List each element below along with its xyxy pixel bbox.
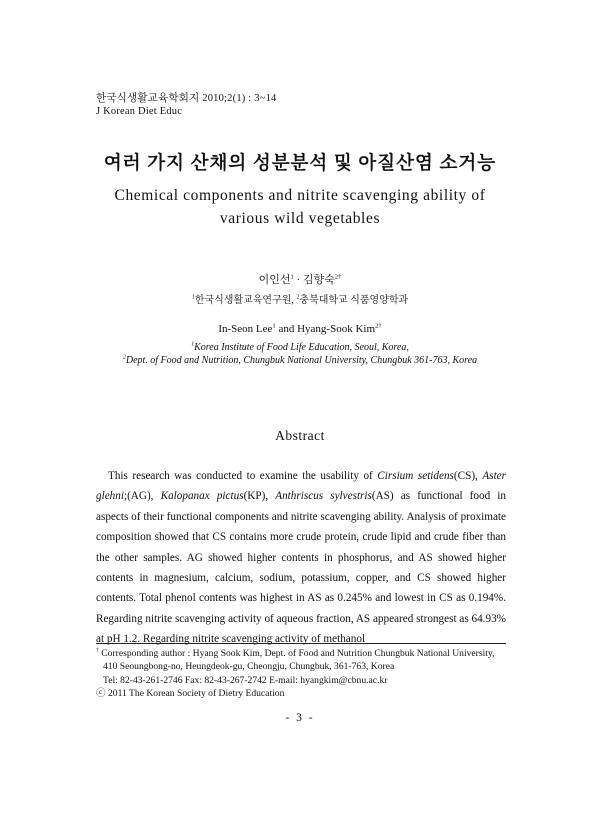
journal-citation-korean: 한국식생활교육학회지 2010;2(1) : 3~14: [96, 93, 277, 104]
dagger-mark: †: [96, 647, 99, 654]
english-author-2: Hyang-Sook Kim: [297, 323, 376, 335]
species-name: Anthriscus sylvestris: [275, 490, 372, 503]
author-1-affil-mark: 1: [290, 273, 294, 281]
abstract-text: This research was conducted to examine the usability of: [108, 470, 378, 482]
korean-title: 여러 가지 산채의 성분분석 및 아질산염 소거능: [103, 154, 497, 174]
page-number: - 3 -: [285, 712, 315, 724]
abstract-text: ;(AG),: [123, 490, 161, 503]
korean-affiliations: [0, 291, 600, 306]
affil-mark-1: 1: [191, 294, 195, 301]
copyright-line: ⓒ 2011 The Korean Society of Dietry Education: [96, 688, 285, 700]
journal-citation: [96, 92, 276, 118]
footnote: [96, 647, 508, 701]
footnote-line-1: [96, 647, 508, 660]
english-title-line-1: Chemical components and nitrite scavenging ability of: [114, 187, 486, 204]
english-affiliation-1-line: [0, 342, 600, 353]
species-name: Kalopanax pictus: [160, 490, 244, 503]
english-affiliation-1: Korea Institute of Food Life Education, Seoul, Korea,: [194, 342, 409, 353]
korean-affiliation-1: 한국식생활교육연구원,: [194, 295, 297, 306]
authors-and: and: [275, 323, 298, 335]
en-affil-mark-2: 2: [122, 354, 126, 361]
footnote-line-2: 410 Seoungbong-no, Heungdeok-gu, Cheongju, Chungbuk, 361-763, Korea: [103, 661, 395, 673]
english-author-1: In-Seon Lee: [218, 323, 273, 335]
korean-author-2: 김향숙: [302, 274, 335, 286]
english-title-line-2: various wild vegetables: [219, 210, 381, 227]
abstract-heading: Abstract: [275, 428, 325, 443]
footnote-line-3: Tel: 82-43-261-2746 Fax: 82-43-267-2742 E-mail: hyangkim@cbnu.ac.kr: [103, 674, 388, 686]
journal-citation-english: J Korean Diet Educ: [96, 106, 183, 117]
english-title: [60, 184, 540, 230]
abstract-text: (CS),: [453, 470, 483, 482]
abstract-body: [96, 466, 506, 650]
species-name: Cirsium setidens: [377, 470, 454, 482]
abstract-text: (AS) as functional food in aspects of their functional components and nitrite scavenging ability. Analysis of proximate composition showed that CS contains more crude protein, crude lipid and crude fiber than the other samples. AG showed higher contents in phosphorus, and AS showed higher contents in magnesium, calcium, sodium, potassium, copper, and CS showed higher contents. Total phenol contents was highest in AS as 0.245% and lowest in CS as 0.194%. Regarding nitrite scavenging activity of aqueous fraction, AS appeared strongest as 64.93% at pH 1.2. Regarding nitrite scavenging activity of methanol: [96, 490, 507, 646]
abstract-text: (KP),: [243, 490, 276, 503]
corresponding-author: Corresponding author : Hyang Sook Kim, Dept. of Food and Nutrition Chungbuk National University,: [98, 648, 495, 659]
en-author-2-affil-mark: 2†: [375, 322, 382, 330]
korean-author-1: 이인선: [258, 274, 291, 286]
korean-affiliation-2: 충북대학교 식품영양학과: [299, 295, 409, 306]
english-affiliation-2-line: [0, 355, 600, 366]
footnote-divider: [96, 643, 506, 644]
english-authors: [0, 323, 600, 335]
english-affiliation-2: Dept. of Food and Nutrition, Chungbuk National University, Chungbuk 361-763, Korea: [125, 355, 478, 366]
en-affil-mark-1: 1: [191, 341, 195, 348]
affil-mark-2: 2: [296, 294, 300, 301]
author-separator: ·: [293, 274, 303, 286]
korean-authors: [0, 271, 600, 287]
en-author-1-affil-mark: 1: [272, 322, 276, 330]
species-name: Aster glehni: [96, 470, 506, 503]
author-2-affil-mark: 2†: [334, 273, 342, 281]
